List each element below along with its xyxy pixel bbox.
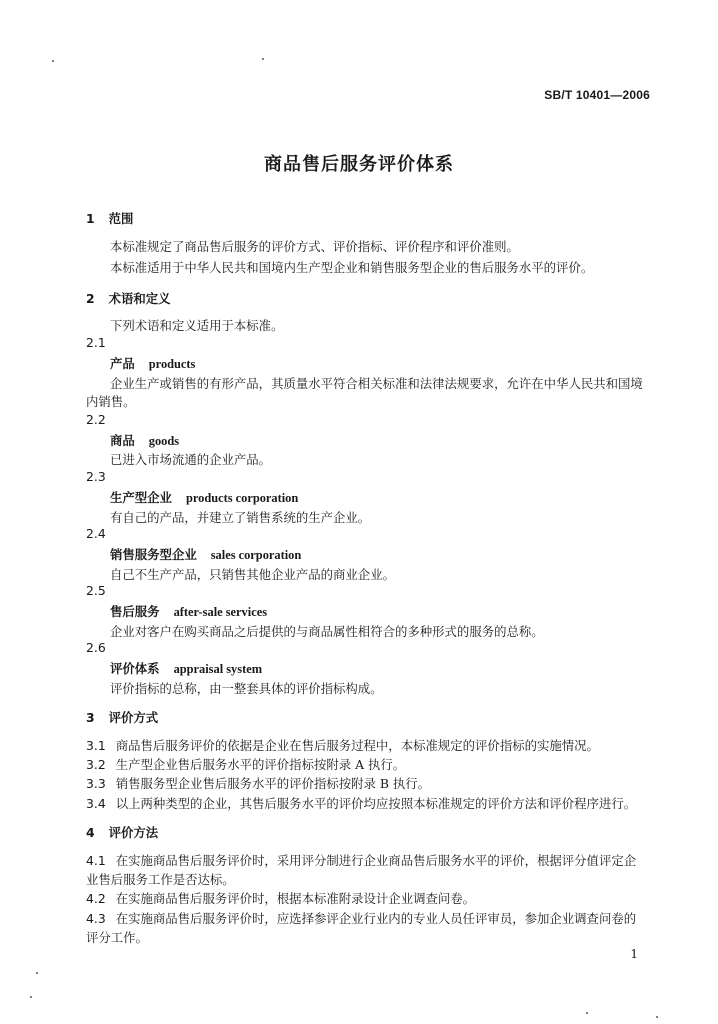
scan-speck	[262, 58, 264, 60]
clause	[86, 909, 636, 927]
clause-number: 2.6	[86, 640, 106, 655]
section-title: 范围	[108, 211, 134, 226]
term-en: after-sale services	[173, 605, 268, 619]
paragraph: 本标准规定了商品售后服务的评价方式、评价指标、评价程序和评价准则。	[110, 239, 519, 254]
scan-speck	[586, 1012, 588, 1014]
clause-number: 4.2	[86, 891, 106, 906]
term-zh: 售后服务	[110, 604, 160, 619]
scan-speck	[52, 60, 54, 62]
term-definition: 企业生产或销售的有形产品，其质量水平符合相关标准和法律法规要求，允许在中华人民共和国境	[110, 376, 643, 391]
section-2-heading	[86, 289, 171, 307]
section-4-heading	[86, 823, 158, 841]
section-number: 2	[86, 291, 95, 306]
clause-text: 销售服务型企业售后服务水平的评价指标按附录 B 执行。	[115, 776, 431, 791]
clause-text: 商品售后服务评价的依据是企业在售后服务过程中，本标准规定的评价指标的实施情况。	[115, 738, 599, 753]
clause-number: 4.1	[86, 853, 106, 868]
term-en: products	[148, 357, 196, 371]
clause-number: 4.3	[86, 911, 106, 926]
term-heading	[110, 431, 179, 449]
section-title: 评价方式	[108, 710, 159, 725]
scan-speck	[36, 972, 38, 974]
term-zh: 产品	[110, 356, 135, 371]
clause-text-cont: 评分工作。	[86, 930, 148, 945]
page-number: 1	[630, 947, 638, 961]
clause-text: 在实施商品售后服务评价时，应选择参评企业行业内的专业人员任评审员，参加企业调查问卷的	[115, 911, 637, 926]
clause-text: 生产型企业售后服务水平的评价指标按附录 A 执行。	[115, 757, 406, 772]
section-number: 3	[86, 710, 95, 725]
term-en: sales corporation	[210, 548, 302, 562]
section-1-heading	[86, 209, 133, 227]
clause-text: 在实施商品售后服务评价时，采用评分制进行企业商品售后服务水平的评价，根据评分值评定企	[115, 853, 637, 868]
clause	[86, 736, 599, 754]
term-heading	[110, 545, 301, 563]
clause	[86, 889, 475, 907]
term-zh: 商品	[110, 433, 135, 448]
clause-number: 3.1	[86, 738, 106, 753]
term-definition-cont: 内销售。	[86, 394, 136, 409]
clause-text: 以上两种类型的企业，其售后服务水平的评价均应按照本标准规定的评价方法和评价程序进行。	[115, 796, 637, 811]
section-title: 术语和定义	[108, 291, 171, 306]
clause	[86, 794, 636, 812]
clause-number: 3.3	[86, 776, 106, 791]
term-en: appraisal system	[173, 662, 263, 676]
document-title: 商品售后服务评价体系	[264, 154, 454, 175]
term-heading	[110, 659, 262, 677]
term-en: products corporation	[185, 491, 299, 505]
term-en: goods	[148, 434, 180, 448]
term-definition: 自己不生产产品，只销售其他企业产品的商业企业。	[110, 567, 395, 582]
term-zh: 销售服务型企业	[110, 547, 197, 562]
section-number: 1	[86, 211, 95, 226]
clause-number: 2.4	[86, 526, 106, 541]
clause	[86, 755, 405, 773]
term-heading	[110, 488, 298, 506]
term-definition: 企业对客户在购买商品之后提供的与商品属性相符合的多种形式的服务的总称。	[110, 624, 544, 639]
term-zh: 评价体系	[110, 661, 160, 676]
paragraph: 下列术语和定义适用于本标准。	[110, 318, 284, 333]
scan-speck	[656, 1016, 658, 1018]
term-heading	[110, 602, 267, 620]
clause	[86, 851, 636, 869]
clause-number: 3.2	[86, 757, 106, 772]
term-definition: 评价指标的总称，由一整套具体的评价指标构成。	[110, 681, 383, 696]
scan-speck	[30, 996, 32, 998]
term-definition: 已进入市场流通的企业产品。	[110, 452, 272, 467]
clause-number: 3.4	[86, 796, 106, 811]
paragraph: 本标准适用于中华人民共和国境内生产型企业和销售服务型企业的售后服务水平的评价。	[110, 260, 594, 275]
section-number: 4	[86, 825, 95, 840]
clause-number: 2.2	[86, 412, 106, 427]
clause-text-cont: 业售后服务工作是否达标。	[86, 872, 235, 887]
term-zh: 生产型企业	[110, 490, 172, 505]
section-3-heading	[86, 708, 158, 726]
term-definition: 有自己的产品，并建立了销售系统的生产企业。	[110, 510, 371, 525]
clause-number: 2.1	[86, 335, 106, 350]
clause-text: 在实施商品售后服务评价时，根据本标准附录设计企业调查问卷。	[115, 891, 476, 906]
clause-number: 2.5	[86, 583, 106, 598]
standard-code: SB/T 10401—2006	[544, 88, 650, 102]
clause-number: 2.3	[86, 469, 106, 484]
section-title: 评价方法	[108, 825, 159, 840]
term-heading	[110, 354, 195, 372]
clause	[86, 774, 430, 792]
